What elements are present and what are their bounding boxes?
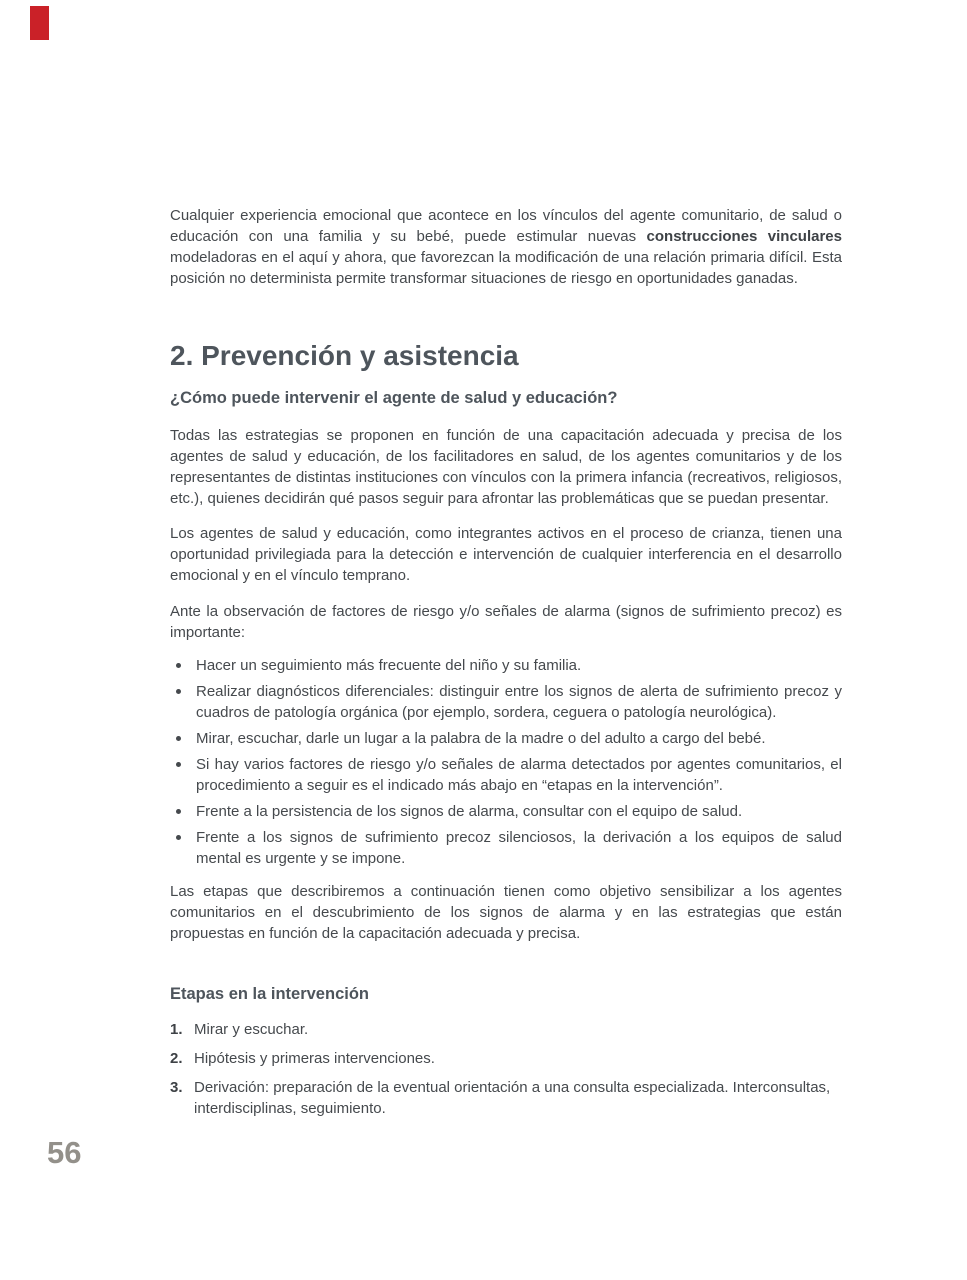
list-item	[170, 1077, 842, 1119]
list-item-text: Frente a la persistencia de los signos de alarma, consultar con el equipo de salud.	[196, 803, 743, 820]
list-item	[170, 728, 842, 749]
list-item-number: 1.	[170, 1021, 183, 1038]
list-item-text: Mirar y escuchar.	[194, 1021, 309, 1038]
list-item-text: Si hay varios factores de riesgo y/o señales de alarma detectados por agentes comunitarios, el procedimiento a seguir es el indicado más abajo en “etapas en la intervención”.	[196, 756, 842, 794]
bullet-icon	[176, 736, 181, 741]
paragraph-alert-intro: Ante la observación de factores de riesgo y/o señales de alarma (signos de sufrimiento precoz) es importante:	[170, 603, 842, 641]
recommendations-list	[170, 655, 842, 869]
list-item	[170, 1048, 842, 1069]
page-content	[170, 205, 842, 1127]
bullet-icon	[176, 663, 181, 668]
list-item	[170, 827, 842, 869]
list-item	[170, 655, 842, 676]
stages-list	[170, 1019, 842, 1119]
intro-paragraph	[170, 205, 842, 289]
list-item-text: Hacer un seguimiento más frecuente del niño y su familia.	[196, 657, 582, 674]
intro-text-end: modeladoras en el aquí y ahora, que favorezcan la modificación de una relación primaria difícil. Esta posición no determinista permite transformar situaciones de riesgo en oportunidades ganadas.	[170, 249, 842, 287]
paragraph-agents: Los agentes de salud y educación, como integrantes activos en el proceso de crianza, tienen una oportunidad privilegiada para la detección e intervención de cualquier interferencia en el desarrollo emocional y en el vínculo temprano.	[170, 525, 842, 584]
bullet-icon	[176, 762, 181, 767]
bullet-icon	[176, 689, 181, 694]
list-item-text: Derivación: preparación de la eventual orientación a una consulta especializada. Interconsultas, interdisciplinas, seguimiento.	[194, 1079, 831, 1117]
list-item	[170, 681, 842, 723]
list-item	[170, 1019, 842, 1040]
list-item	[170, 801, 842, 822]
bold-phrase: construcciones vinculares	[646, 228, 842, 245]
intro-text-start: Cualquier experiencia emocional que acontece en los vínculos del agente comunitario, de salud o educación con una familia y su bebé, puede estimular nuevas	[170, 207, 842, 245]
list-item-text: Frente a los signos de sufrimiento precoz silenciosos, la derivación a los equipos de salud mental es urgente y se impone.	[196, 829, 842, 867]
bullet-icon	[176, 835, 181, 840]
list-item-number: 2.	[170, 1050, 183, 1067]
stages-subheading: Etapas en la intervención	[170, 985, 369, 1003]
bullet-icon	[176, 809, 181, 814]
page-number: 56	[47, 1135, 82, 1170]
list-item-text: Realizar diagnósticos diferenciales: distinguir entre los signos de alerta de sufrimiento precoz y cuadros de patología orgánica (por ejemplo, sordera, ceguera o patología neurológica).	[196, 683, 842, 721]
paragraph-closing: Las etapas que describiremos a continuación tienen como objetivo sensibilizar a los agentes comunitarios en el descubrimiento de los signos de alarma y en las estrategias que están propuestas en función de la capacitación adecuada y precisa.	[170, 883, 842, 942]
list-item-number: 3.	[170, 1079, 183, 1096]
list-item-text: Hipótesis y primeras intervenciones.	[194, 1050, 435, 1067]
question-subheading: ¿Cómo puede intervenir el agente de salud y educación?	[170, 389, 618, 407]
list-item-text: Mirar, escuchar, darle un lugar a la palabra de la madre o del adulto a cargo del bebé.	[196, 730, 766, 747]
list-item	[170, 754, 842, 796]
paragraph-strategies: Todas las estrategias se proponen en función de una capacitación adecuada y precisa de los agentes de salud y educación, de los facilitadores en salud, de los agentes comunitarios y de los representantes de distintas instituciones con vínculos con la primera infancia (recreativos, religiosos, etc.), quienes decidirán qué pasos seguir para afrontar las problemáticas que se puedan presentar.	[170, 427, 842, 507]
chapter-color-tab	[30, 6, 49, 40]
section-heading: 2. Prevención y asistencia	[170, 340, 519, 371]
